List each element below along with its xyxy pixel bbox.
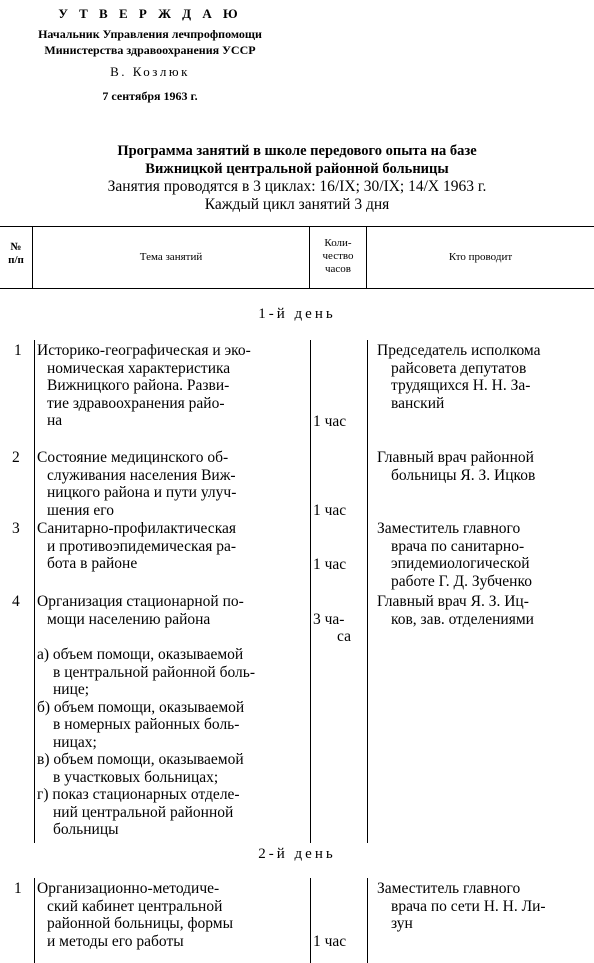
row-1-topic-l4: тие здравоохранения райо- [47,394,225,412]
day-2-title: 2-й день [258,846,336,862]
row-3-topic-l1: Санитарно-профилактическая [37,520,236,537]
row-2-who-l1: Главный врач районной [377,449,534,466]
row-2-topic [37,449,305,519]
row-3-number: 3 [12,520,20,537]
row-3-who-l3: эпидемиологической [391,555,530,572]
row-1-topic [37,342,305,430]
header-topic: Тема занятий [139,251,203,263]
day2-row-1-who-l2: врача по сети Н. Н. Ли- [391,897,546,915]
col-rule-3-day1 [367,340,368,843]
subitem-c-l2: в участковых больницах; [53,768,219,786]
subitem-d-l1: г) показ стационарных отделе- [37,786,240,803]
row-1-number: 1 [14,342,22,359]
row-1-who-l1: Председатель исполкома [377,342,541,359]
row-4-hours [313,611,351,645]
title-line-4: Каждый цикл занятий 3 дня [204,196,390,213]
row-3-topic-l3: бота в районе [47,555,138,572]
header-hours-l2: чество [322,250,354,262]
row-4-hours-l1: 3 ча- [313,611,345,628]
row-2-topic-l3: ницкого района и пути улуч- [47,484,237,501]
approval-date: 7 сентября 1963 г. [102,89,198,103]
row-3-who [377,520,591,590]
row-3-who-l4: работе Г. Д. Зубченко [391,572,532,590]
col-rule-1-day2 [34,878,35,963]
row-1-topic-l5: на [47,412,63,429]
day-1-title: 1-й день [258,306,336,322]
approval-signatory: В. Козлюк [110,64,190,79]
table-top-rule [0,226,594,227]
row-2-hours: 1 час [313,502,347,519]
day2-row-1-number: 1 [14,880,22,897]
document-title [0,142,594,214]
row-4-who [377,593,591,628]
row-1-who-l2: райсовета депутатов [391,359,527,377]
row-4-who-l2: ков, зав. отделениями [391,610,534,628]
row-4-number: 4 [12,593,20,610]
subitem-b-l3: ницах; [53,733,97,751]
row-3-hours: 1 час [313,556,347,573]
col-rule-2-day1 [310,340,311,843]
day2-row-1-topic-l4: и методы его работы [47,932,184,950]
subitem-c-l1: в) объем помощи, оказываемой [37,751,244,768]
row-2-who [377,449,591,484]
title-line-3: Занятия проводятся в 3 циклах: 16/IX; 30/IX; 14/X 1963 г. [107,178,487,195]
title-line-2: Вижницкой центральной районной больницы [145,161,449,177]
row-4-topic [37,593,305,628]
day2-row-1-topic-l3: районной больницы, формы [47,915,233,932]
header-number-abbr: п/п [8,254,24,266]
row-2-topic-l1: Состояние медицинского об- [37,449,229,466]
subitem-d-l2: ний центральной районной [53,803,234,821]
col-rule-2-day2 [310,878,311,963]
day2-row-1-topic-l1: Организационно-методиче- [37,880,220,897]
header-number-sign: № [10,241,22,253]
row-3-who-l1: Заместитель главного [377,520,521,537]
day2-row-1-hours: 1 час [313,933,347,950]
subitem-a-l3: нице; [53,681,90,698]
row-1-topic-l2: номическая характеристика [47,359,231,377]
header-hours-l1: Коли- [324,237,352,249]
row-2-topic-l4: шения его [47,501,115,519]
header-who: Кто проводит [448,251,513,263]
row-2-number: 2 [12,449,20,466]
row-1-who-l3: трудящихся Н. Н. За- [391,377,531,394]
approval-line-1: Начальник Управления лечпрофпомощи [38,27,262,41]
approval-heading: У Т В Е Р Ж Д А Ю [58,6,242,21]
day2-row-1-who [377,880,591,933]
row-1-hours: 1 час [313,413,347,430]
day2-row-1-topic [37,880,305,950]
title-line-1: Программа занятий в школе передового опыта на базе [117,143,477,159]
row-1-topic-l3: Вижницкого района. Разви- [47,377,230,394]
header-hours [310,237,366,276]
approval-line-2: Министерства здравоохранения УССР [44,43,256,57]
row-3-topic [37,520,305,573]
subitem-a-l2: в центральной районной боль- [53,663,255,681]
row-4-subitems [37,646,305,839]
day2-row-1-who-l1: Заместитель главного [377,880,521,897]
row-4-who-l1: Главный врач Я. З. Иц- [377,593,529,610]
row-3-topic-l2: и противоэпидемическая ра- [47,537,237,555]
row-2-topic-l2: служивания населения Виж- [47,466,236,484]
day2-row-1-who-l3: зун [391,915,413,932]
approval-block [0,4,300,106]
row-4-topic-l1: Организация стационарной по- [37,593,244,610]
subitem-b-l2: в номерных районных боль- [53,716,240,733]
row-4-topic-l2: мощи населению района [47,610,211,628]
subitem-a-l1: а) объем помощи, оказываемой [37,646,244,663]
row-3-who-l2: врача по санитарно- [391,537,525,555]
header-hours-l3: часов [325,263,351,275]
subitem-d-l3: больницы [53,821,119,838]
row-4-hours-l2: са [337,628,351,645]
col-rule-3-day2 [367,878,368,963]
header-number [0,241,32,267]
table-header-bottom-rule [0,288,594,289]
row-1-topic-l1: Историко-географическая и эко- [37,342,251,359]
row-1-who-l4: ванский [391,394,445,412]
col-rule-1-day1 [34,340,35,843]
subitem-b-l1: б) объем помощи, оказываемой [37,698,245,716]
day2-row-1-topic-l2: ский кабинет центральной [47,897,223,915]
row-1-who [377,342,591,412]
row-2-who-l2: больницы Я. З. Ицков [391,466,536,484]
